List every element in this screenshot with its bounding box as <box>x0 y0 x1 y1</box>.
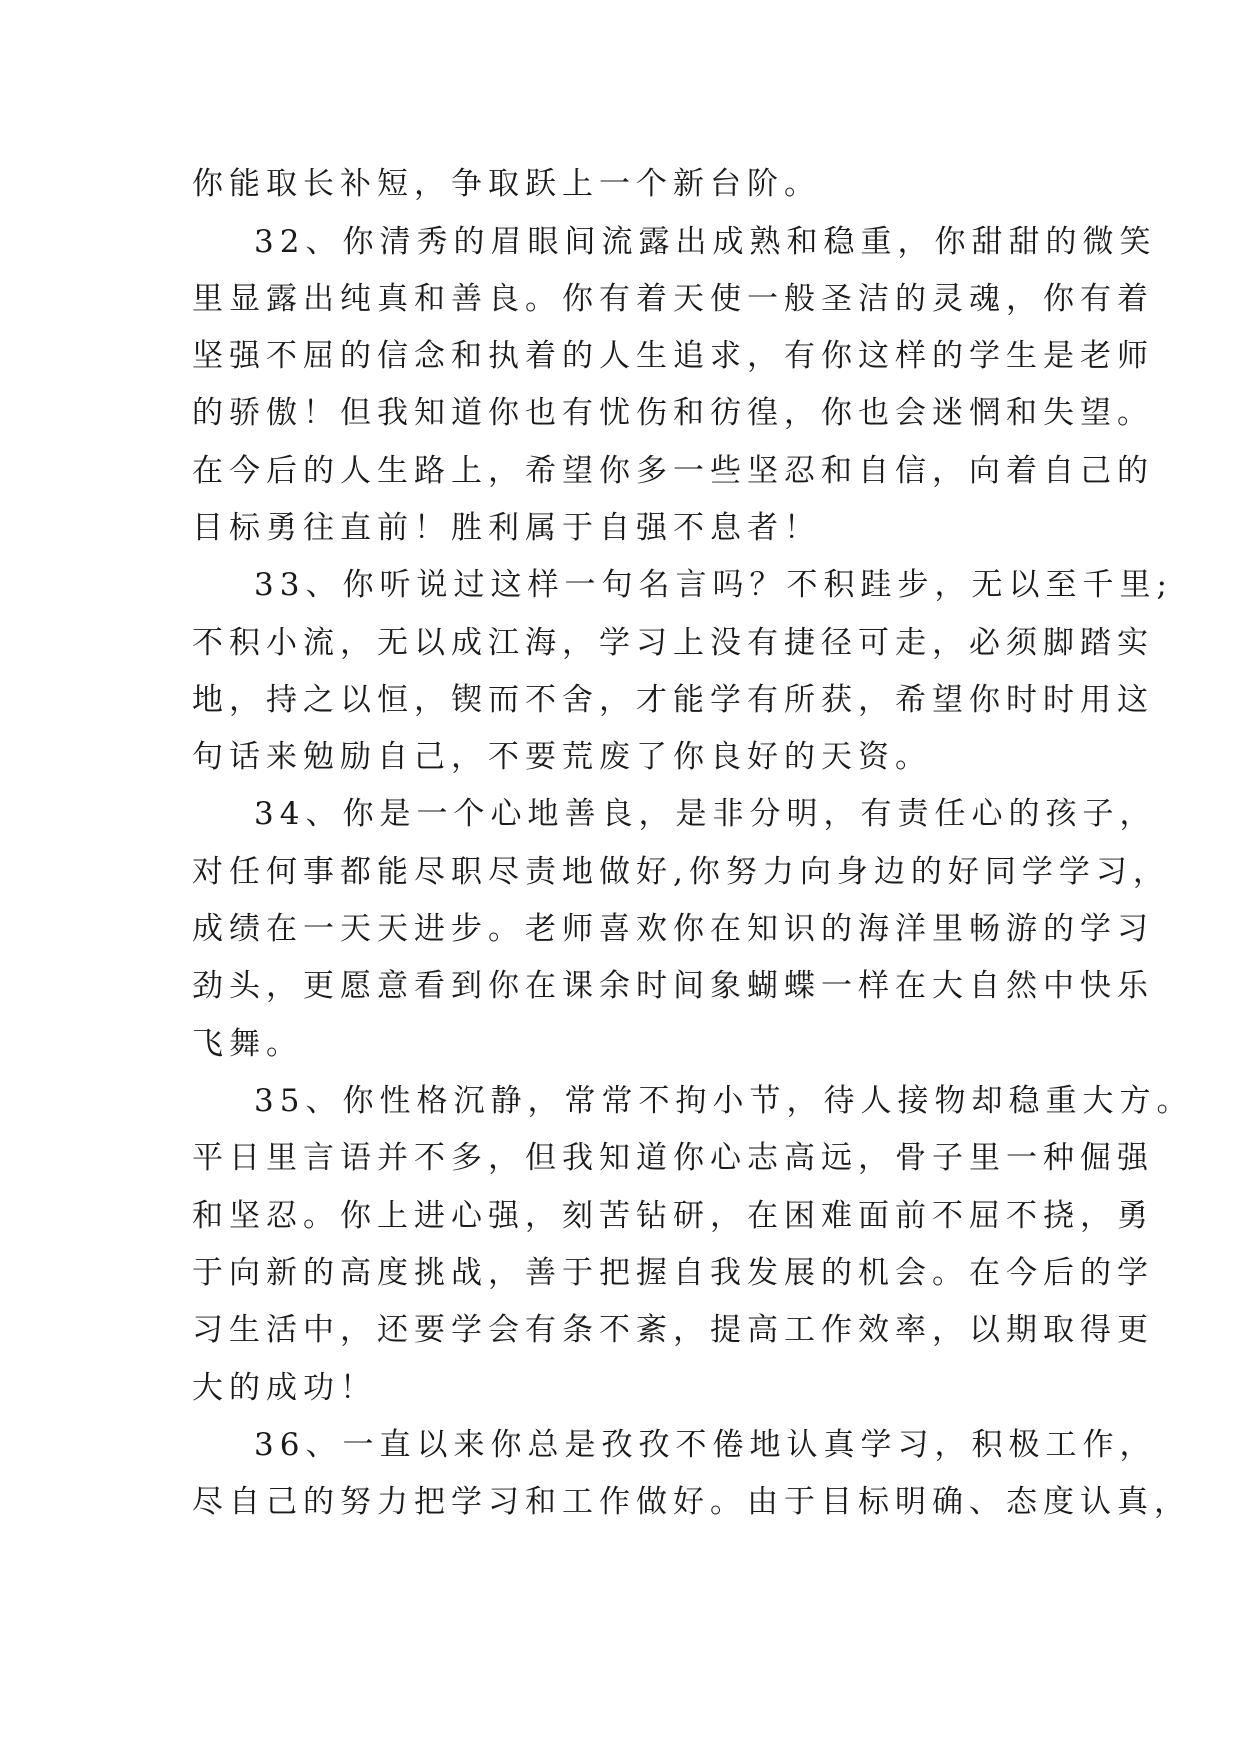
text-line: 的骄傲！但我知道你也有忧伤和彷徨，你也会迷惘和失望。 <box>192 395 1154 431</box>
text-line: 于向新的高度挑战，善于把握自我发展的机会。在今后的学 <box>192 1255 1154 1291</box>
text-line: 和坚忍。你上进心强，刻苦钻研，在困难面前不屈不挠，勇 <box>192 1198 1154 1234</box>
text-line: 在今后的人生路上，希望你多一些坚忍和自信，向着自己的 <box>192 453 1154 489</box>
text-line: 对任何事都能尽职尽责地做好,你努力向身边的好同学学习， <box>192 854 1170 890</box>
text-line: 34、你是一个心地善良，是非分明，有责任心的孩子， <box>254 796 1157 832</box>
text-line: 35、你性格沉静，常常不拘小节，待人接物却稳重大方。 <box>254 1083 1194 1119</box>
text-line: 大的成功！ <box>192 1370 377 1406</box>
text-line: 飞舞。 <box>192 1026 303 1062</box>
text-line: 尽自己的努力把学习和工作做好。由于目标明确、态度认真， <box>192 1484 1191 1520</box>
text-line: 36、一直以来你总是孜孜不倦地认真学习，积极工作， <box>254 1427 1157 1463</box>
text-line: 32、你清秀的眉眼间流露出成熟和稳重，你甜甜的微笑 <box>254 224 1157 260</box>
text-line: 平日里言语并不多，但我知道你心志高远，骨子里一种倔强 <box>192 1140 1154 1176</box>
text-line: 句话来勉励自己，不要荒废了你良好的天资。 <box>192 739 932 775</box>
text-line: 习生活中，还要学会有条不紊，提高工作效率，以期取得更 <box>192 1312 1154 1348</box>
text-line: 33、你听说过这样一句名言吗？不积跬步，无以至千里; <box>254 567 1173 603</box>
text-line: 成绩在一天天进步。老师喜欢你在知识的海洋里畅游的学习 <box>192 911 1154 947</box>
text-line: 劲头，更愿意看到你在课余时间象蝴蝶一样在大自然中快乐 <box>192 968 1154 1004</box>
text-line: 你能取长补短，争取跃上一个新台阶。 <box>192 166 821 202</box>
text-line: 坚强不屈的信念和执着的人生追求，有你这样的学生是老师 <box>192 338 1154 374</box>
text-line: 里显露出纯真和善良。你有着天使一般圣洁的灵魂，你有着 <box>192 281 1154 317</box>
text-line: 地，持之以恒，锲而不舍，才能学有所获，希望你时时用这 <box>192 682 1154 718</box>
text-line: 目标勇往直前！胜利属于自强不息者！ <box>192 510 821 546</box>
text-line: 不积小流，无以成江海，学习上没有捷径可走，必须脚踏实 <box>192 625 1154 661</box>
